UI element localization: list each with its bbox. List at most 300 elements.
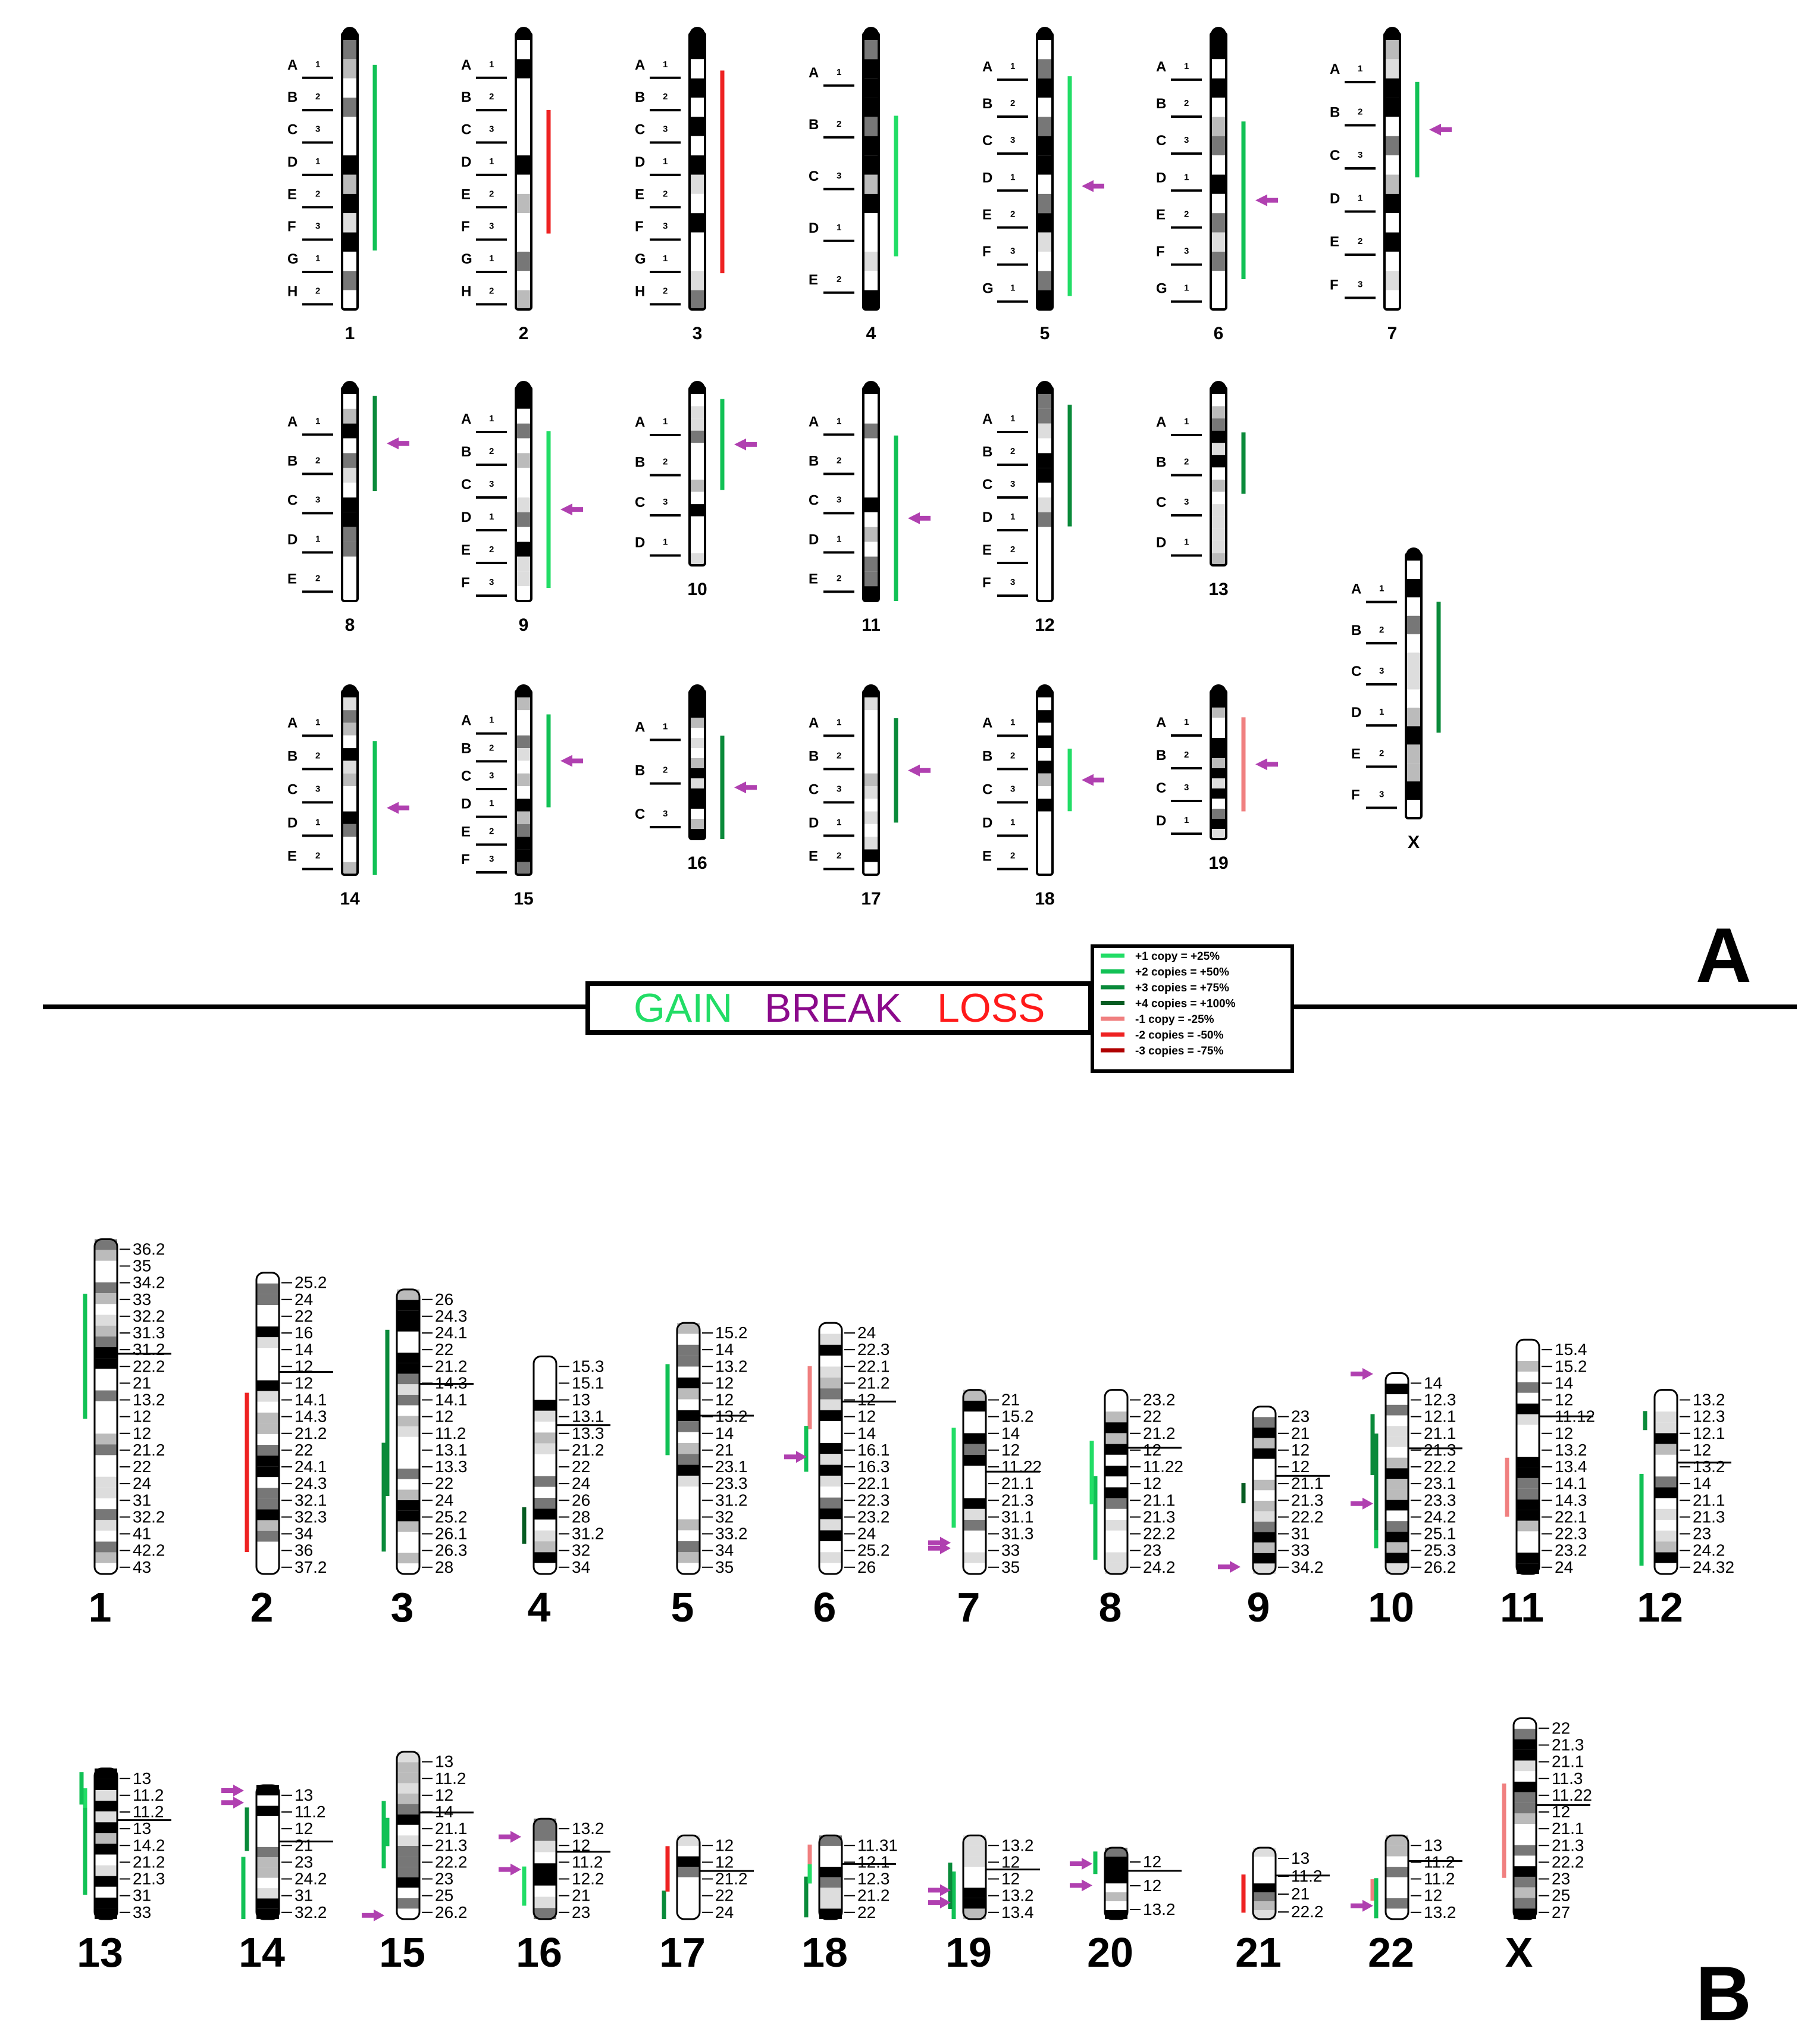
chromosome-band [690,738,705,748]
chromosome-band [397,1857,419,1867]
chromosome-number: 18 [1035,889,1055,909]
chromosome-band [690,394,705,406]
chromosome-band [516,799,531,811]
chromosome-band [342,760,358,773]
band-label: 21 [1001,1390,1020,1409]
chromosome-band [516,213,531,232]
chromosome-band [516,271,531,290]
chromosome-band [677,1509,700,1519]
chromosome-band [1514,1855,1536,1866]
band-label: 16 [295,1323,314,1342]
chromosome-band [95,1844,117,1854]
chromosome-band [677,1898,700,1909]
band-label: 22.2 [435,1852,468,1871]
chromosome-band [1386,1898,1408,1909]
chromosome-band [1037,799,1052,811]
band-label: 12 [715,1373,734,1392]
band-letter: D [809,220,819,236]
sub-band-number: 1 [315,254,321,264]
chromosome-band [1037,394,1052,409]
chromosome-band [1211,98,1226,117]
chromosome-band [1384,194,1400,213]
sub-band-number: 1 [1358,193,1363,204]
chromosome-band [397,1384,419,1395]
sub-band-number: 1 [1184,283,1189,293]
sub-band-number: 1 [1184,172,1189,183]
sub-band-number: 3 [663,124,668,134]
chromosome-band [95,1488,117,1498]
chromosome-band [256,1826,279,1836]
chromosome-band [1406,653,1421,671]
band-label: 13 [1291,1849,1310,1867]
sub-band-number: 3 [1010,577,1016,587]
chromosome-band [1386,1384,1408,1394]
chromosome-band [819,1867,842,1877]
chromosome-band [1037,213,1052,232]
band-label: 22 [435,1474,454,1493]
human-chromosome-22 [1351,1835,1462,1976]
band-label: 21.3 [1001,1491,1034,1510]
chromosome-band [677,1410,700,1421]
chromosome-band [534,1422,556,1432]
chromosome-band [690,728,705,738]
band-label: 21.2 [857,1886,890,1905]
chromosome-band [95,1542,117,1553]
sub-band-number: 2 [489,286,494,296]
band-label: 12 [1001,1852,1020,1871]
chromosome-band [342,542,358,557]
chromosome-band [1211,467,1226,480]
chromosome-band [1105,1883,1127,1892]
band-label: 12 [1291,1457,1310,1476]
band-letter: B [1156,96,1167,112]
band-label: 26.3 [435,1541,468,1560]
chromosome-band [1105,1466,1127,1476]
chromosome-band [516,136,531,155]
chromosome-band [1037,849,1052,862]
chromosome-band [1211,504,1226,517]
band-label: 13.2 [1555,1440,1587,1459]
chromosome-band [256,1466,279,1477]
chromosome-band [1211,829,1226,839]
band-letter: D [982,815,993,831]
break-arrow [784,1451,807,1463]
band-letter: D [461,509,472,525]
chromosome-band [342,79,358,98]
chromosome-band [1105,1857,1127,1866]
chromosome-band [1406,561,1421,579]
chromosome-band [95,1898,117,1908]
chromosome-band [516,194,531,213]
band-letter: G [982,280,994,297]
sub-band-number: 2 [837,750,842,761]
chromosome-band [690,718,705,728]
chromosome-band [534,1411,556,1422]
chromosome-band [690,788,705,799]
band-label: 23 [435,1869,454,1888]
break-label: BREAK [765,985,902,1031]
chromosome-band [95,1855,117,1866]
band-label: 25.1 [1424,1524,1456,1543]
band-label: 24.2 [295,1869,327,1888]
chromosome-band [1517,1393,1539,1404]
human-chromosome-9 [1218,1407,1330,1630]
chromosome-band [1386,1510,1408,1521]
chromosome-band [690,443,705,455]
chromosome-band [863,812,879,824]
sub-band-number: 1 [837,222,842,233]
chromosome-band [342,233,358,252]
chromosome-band [342,155,358,174]
chromosome-band [819,1334,842,1344]
band-letter: A [982,58,993,75]
band-letter: C [982,133,993,149]
chromosome-band [95,1866,117,1876]
chromosome-number: 17 [659,1929,706,1976]
band-letter: B [1156,454,1167,471]
human-chromosome-21 [1235,1848,1330,1976]
chromosome-number: 18 [801,1929,848,1976]
chromosome-band [516,837,531,849]
band-label: 25.2 [295,1273,327,1292]
chromosome-band [397,1416,419,1426]
chromosome-band [1655,1466,1677,1476]
chromosome-band [1105,1455,1127,1466]
chromosome-band [1037,697,1052,710]
chromosome-band [1386,1394,1408,1405]
chromosome-band [534,1509,556,1519]
chromosome-band [863,453,879,468]
band-label: 21.2 [715,1869,748,1888]
chromosome-band [1517,1372,1539,1382]
chromosome-band [1514,1761,1536,1772]
band-letter: C [1156,495,1167,511]
band-letter: H [635,283,646,300]
chromosome-band [1253,1438,1276,1448]
band-label: 43 [133,1557,152,1576]
band-label: 32.1 [295,1491,327,1510]
band-label: 12 [857,1407,876,1426]
sub-band-number: 1 [489,512,494,522]
chromosome-band [516,527,531,542]
band-label: 13.3 [435,1457,468,1476]
band-label: 27 [1552,1902,1571,1921]
band-label: 32.2 [295,1902,327,1921]
band-letter: D [461,796,472,812]
band-label: 12 [295,1373,314,1392]
chromosome-band [1406,708,1421,726]
sub-band-number: 2 [1358,236,1363,246]
sub-band-number: 2 [1184,98,1189,108]
break-arrow [560,503,583,515]
chromosome-band [534,1852,556,1864]
chromosome-band [256,1359,279,1369]
chromosome-band [256,1348,279,1359]
chromosome-band [397,1814,419,1825]
chromosome-band [1655,1541,1677,1552]
chromosome-band [95,1509,117,1520]
band-letter: B [809,748,819,765]
sub-band-number: 1 [1010,61,1016,71]
band-label: 31 [133,1886,152,1905]
band-label: 24.2 [1143,1557,1176,1576]
chromosome-band [863,862,879,875]
chromosome-band [863,837,879,849]
chromosome-band [690,252,705,271]
chromosome-band [1384,79,1400,98]
sub-band-number: 3 [663,221,668,231]
chromosome-band [534,1531,556,1541]
chromosome-band [1384,290,1400,309]
chromosome-number: 8 [344,615,355,635]
band-letter: C [1351,664,1362,680]
sub-band-number: 1 [663,59,668,70]
sub-band-number: 3 [837,170,842,181]
band-label: 13 [133,1769,152,1788]
sub-band-number: 2 [489,826,494,837]
band-label: 33 [1291,1541,1310,1560]
chromosome-band [677,1454,700,1464]
chromosome-number: 19 [1208,853,1229,873]
sub-band-number: 2 [1358,107,1363,117]
band-label: 13 [295,1785,314,1804]
chromosome-band [397,1363,419,1374]
band-label: 11.22 [1552,1785,1592,1804]
chromosome-band [677,1541,700,1552]
chromosome-band [863,786,879,799]
chromosome-band [1384,155,1400,174]
band-label: 12 [1555,1423,1574,1442]
break-arrow [560,755,583,767]
chromosome-band [1105,1874,1127,1883]
chromosome-band [677,1400,700,1410]
band-label: 23.2 [857,1507,890,1526]
chromosome-band [863,774,879,786]
band-letter: A [287,715,298,731]
chromosome-band [819,1476,842,1486]
chromosome-band [1386,1542,1408,1553]
band-letter: D [287,815,298,831]
band-label: 31.1 [1001,1507,1034,1526]
band-label: 24 [572,1474,591,1493]
chromosome-band [1105,1422,1127,1433]
band-label: 21.1 [1552,1819,1584,1838]
chromosome-band [1253,1480,1276,1491]
band-letter: C [635,806,646,822]
chromosome-band [863,424,879,439]
chromosome-band [1386,1888,1408,1898]
chromosome-band [677,1476,700,1486]
chromosome-band [963,1541,986,1552]
band-label: 21 [572,1886,591,1905]
band-letter: B [982,748,993,765]
mouse-chromosome-X [1351,547,1439,852]
chromosome-band [516,824,531,837]
chromosome-band [690,406,705,419]
band-letter: B [1351,622,1362,639]
chromosome-band [863,571,879,586]
sub-band-number: 1 [315,416,321,427]
human-chromosome-2 [247,1273,333,1630]
chromosome-band [1406,671,1421,690]
chromosome-number: 6 [813,1584,837,1630]
chromosome-band [534,1520,556,1531]
chromosome-band [397,1395,419,1406]
sub-band-number: 1 [1358,64,1363,74]
chromosome-band [95,1790,117,1801]
band-label: 12.1 [1693,1423,1725,1442]
chromosome-band [1384,40,1400,59]
chromosome-band [677,1519,700,1530]
chromosome-band [1037,710,1052,722]
chromosome-band [256,1531,279,1542]
chromosome-number: 10 [1368,1584,1414,1630]
chromosome-band [677,1846,700,1857]
chromosome-band [397,1342,419,1353]
band-letter: B [461,89,472,106]
chromosome-band [534,1444,556,1454]
break-arrow [362,1910,384,1921]
chromosome-band [963,1401,986,1412]
chromosome-band [1517,1350,1539,1361]
chromosome-band [1037,497,1052,512]
chromosome-band [863,468,879,483]
sub-band-number: 2 [1010,98,1016,108]
band-label: 21.1 [1552,1752,1584,1771]
chromosome-number: 12 [1637,1584,1683,1630]
band-letter: B [1156,747,1167,763]
band-label: 34 [572,1557,591,1576]
copy-number-legend [1092,946,1292,1071]
sub-band-number: 3 [1358,279,1363,290]
chromosome-band [1655,1422,1677,1433]
chromosome-band [516,483,531,497]
band-label: 21.2 [572,1440,604,1459]
chromosome-band [1037,468,1052,483]
chromosome-band [1253,1883,1276,1892]
band-label: 21.2 [133,1852,165,1871]
band-label: 12 [1143,1474,1162,1493]
band-letter: F [461,852,470,868]
sub-band-number: 2 [1010,446,1016,456]
legend-entry: +4 copies = +100% [1135,997,1236,1010]
band-letter: C [461,768,472,784]
chromosome-band [95,1391,117,1401]
chromosome-band [95,1553,117,1563]
band-label: 33 [133,1902,152,1921]
chromosome-band [1211,79,1226,98]
chromosome-band [819,1443,842,1454]
chromosome-number: 6 [1213,324,1224,343]
chromosome-band [1037,79,1052,98]
mouse-chromosome-9 [461,381,583,635]
sub-band-number: 1 [1379,583,1384,594]
chromosome-band [690,98,705,117]
band-label: 26.1 [435,1524,468,1543]
sub-band-number: 2 [489,189,494,199]
chromosome-band [397,1448,419,1459]
sub-band-number: 1 [1010,172,1016,183]
sub-band-number: 3 [489,221,494,231]
chromosome-band [1211,738,1226,748]
band-label: 32 [572,1541,591,1560]
chromosome-band [95,1337,117,1347]
band-letter: E [461,824,471,840]
chromosome-band [1655,1444,1677,1455]
break-arrow [387,802,409,814]
sub-band-number: 1 [1010,817,1016,828]
chromosome-band [863,271,879,290]
chromosome-band [1037,837,1052,849]
chromosome-band [963,1857,986,1867]
sub-band-number: 1 [837,67,842,77]
band-label: 15.2 [1555,1357,1587,1376]
band-letter: A [809,414,819,430]
chromosome-band [1037,194,1052,213]
chromosome-band [95,1293,117,1304]
chromosome-band [95,1444,117,1455]
sub-band-number: 1 [315,156,321,167]
human-chromosome-14 [221,1785,333,1976]
band-label: 12 [715,1836,734,1855]
band-letter: B [635,89,646,106]
chromosome-band [863,748,879,760]
band-label: 11.2 [435,1423,466,1442]
chromosome-band [342,194,358,213]
band-label: 23.2 [1555,1541,1587,1560]
band-letter: C [809,492,819,509]
chromosome-band [1655,1476,1677,1487]
mouse-chromosome-1 [287,27,375,343]
chromosome-band [342,483,358,497]
band-label: 34.2 [1291,1557,1324,1576]
chromosome-band [819,1846,842,1857]
chromosome-band [819,1531,842,1541]
chromosome-band [256,1806,279,1816]
chromosome-number: 19 [945,1929,992,1976]
sub-band-number: 3 [315,221,321,231]
band-letter: A [287,57,298,73]
chromosome-band [690,136,705,155]
band-letter: B [287,748,298,765]
chromosome-band [863,527,879,542]
band-letter: A [461,712,472,729]
band-label: 14.3 [435,1373,468,1392]
chromosome-band [1386,1846,1408,1857]
chromosome-band [1211,194,1226,213]
legend-entry: -2 copies = -50% [1135,1029,1224,1042]
band-letter: B [461,740,472,757]
chromosome-band [534,1454,556,1465]
chromosome-band [1517,1361,1539,1372]
band-letter: F [1351,787,1360,803]
chromosome-band [690,778,705,788]
chromosome-band [1655,1520,1677,1531]
chromosome-band [1386,1857,1408,1867]
chromosome-band [863,117,879,136]
chromosome-band [1514,1750,1536,1761]
chromosome-number: 2 [518,324,529,343]
chromosome-band [677,1486,700,1497]
band-label: 16.3 [857,1457,890,1476]
chromosome-number: 1 [344,324,355,343]
chromosome-band [342,468,358,483]
chromosome-band [1253,1866,1276,1874]
chromosome-band [1211,788,1226,799]
band-label: 14.2 [133,1836,165,1855]
chromosome-band [819,1378,842,1388]
chromosome-band [534,1378,556,1389]
